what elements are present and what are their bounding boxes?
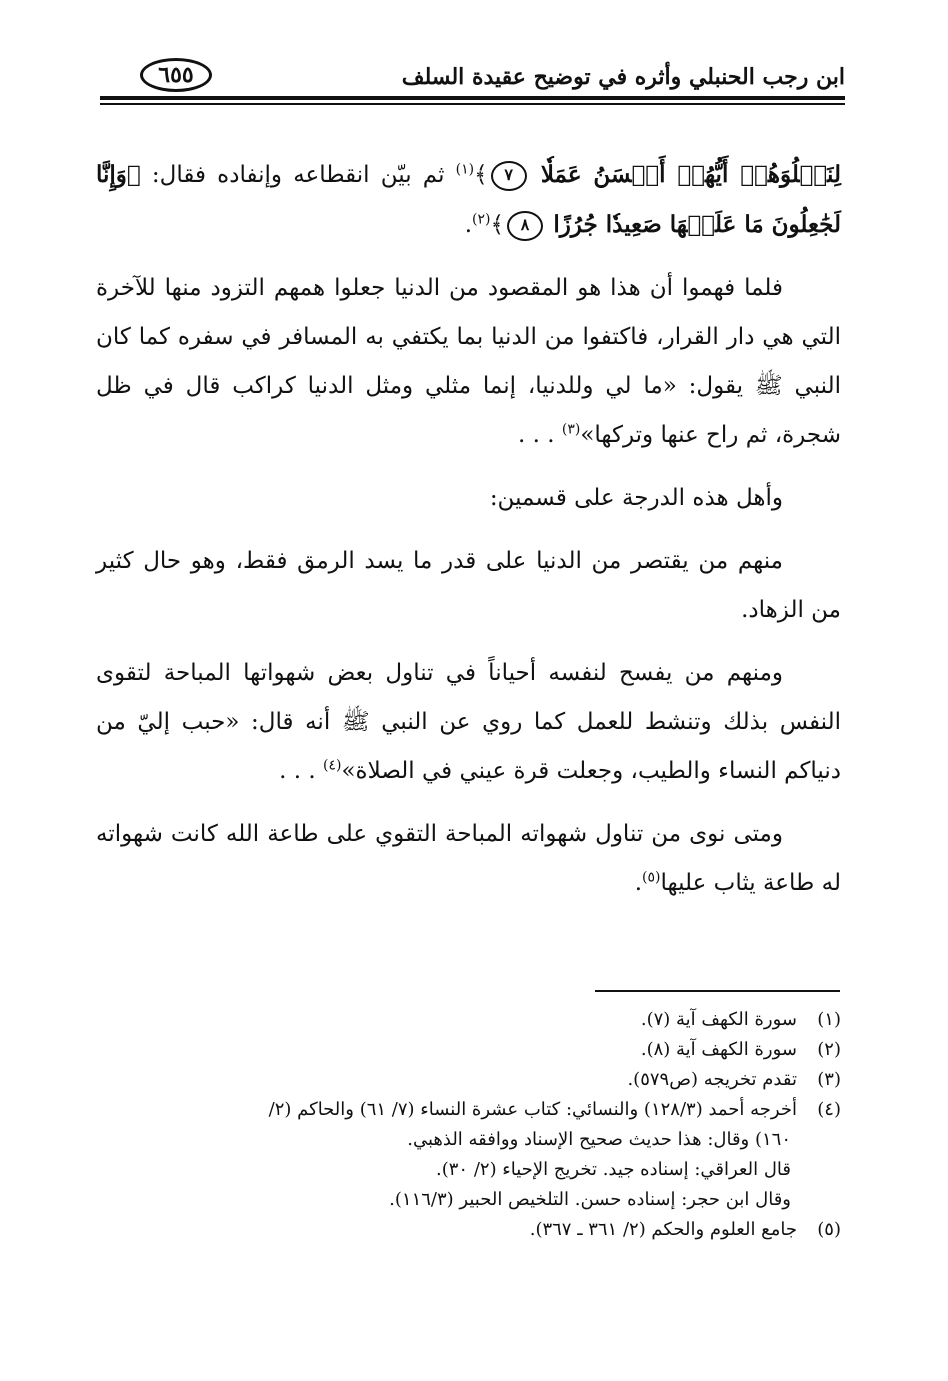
- footnote-number: (٤): [817, 1099, 841, 1120]
- paragraph-5-text: ومنهم من يفسح لنفسه أحياناً في تناول بعض شهواتها المباحة لتقوى النفس بذلك وتنشط للعمل كما روي عن النبي ﷺ أنه قال: «حبب إليّ من دنياكم النساء والطيب، وجعلت قرة عيني في الصلاة»: [96, 660, 841, 784]
- footnote-text: وقال ابن حجر: إسناده حسن. التلخيص الحبير (١١٦/٣).: [389, 1189, 791, 1210]
- running-title: ابن رجب الحنبلي وأثره في توضيح عقيدة السلف: [401, 64, 845, 90]
- footnote-number: (٢): [817, 1039, 841, 1060]
- footnote-4: [96, 1095, 841, 1215]
- footnote-ref-3: (٣): [561, 421, 581, 438]
- ellipsis: . . .: [517, 422, 555, 448]
- page-number: ٦٥٥: [140, 58, 212, 92]
- paragraph-5: [96, 649, 841, 796]
- quran-verse-b: ﴿وَإِنَّا لَجَٰعِلُونَ مَا عَلَيۡهَا صَعِيدٗا جُرُزًا: [96, 161, 841, 238]
- footnote-text: ١٦٠) وقال: هذا حديث صحيح الإسناد ووافقه الذهبي.: [407, 1129, 791, 1150]
- quran-verse-a: لِنَبۡلُوَهُمۡ أَيُّهُمۡ أَحۡسَنُ عَمَلٗا: [540, 161, 841, 188]
- footnote-text: سورة الكهف آية (٨).: [640, 1039, 797, 1060]
- paragraph-2-text: فلما فهموا أن هذا هو المقصود من الدنيا جعلوا همهم التزود منها للآخرة التي هي دار القرار، فاكتفوا من الدنيا بما يكتفي به المسافر في سفره كما كان النبي ﷺ يقول: «ما لي وللدنيا، إنما مثلي ومثل الدنيا كراكب قال في ظل شجرة، ثم راح عنها وتركها»: [96, 275, 841, 448]
- footnote-number: (٣): [817, 1069, 841, 1090]
- header-rule-thin: [100, 103, 845, 105]
- paragraph-3: [96, 474, 841, 523]
- paragraph-1-end: .: [464, 212, 473, 238]
- paragraph-4-text: منهم من يقتصر من الدنيا على قدر ما يسد الرمق فقط، وهو حال كثير من الزهاد.: [96, 548, 841, 623]
- header-rule-thick: [100, 96, 845, 100]
- footnote-2: [96, 1035, 841, 1065]
- paragraph-6-end: .: [634, 870, 642, 896]
- footnote-number: (٥): [817, 1219, 841, 1240]
- paragraph-4: [96, 537, 841, 635]
- ellipsis: . . .: [279, 758, 316, 784]
- footnote-text: سورة الكهف آية (٧).: [640, 1009, 797, 1030]
- footnote-text: قال العراقي: إسناده جيد. تخريج الإحياء (٢/ ٣٠).: [436, 1159, 791, 1180]
- paragraph-1-text: ثم بيّن انقطاعه وإنفاده فقال:: [151, 162, 445, 188]
- paragraph-6: [96, 810, 841, 908]
- footnote-separator: [595, 990, 840, 992]
- footnote-5: [96, 1215, 841, 1245]
- footnote-text: أخرجه أحمد (١٢٨/٣) والنسائي: كتاب عشرة النساء (٧/ ٦١) والحاكم (٢/: [268, 1099, 797, 1120]
- ayah-marker-8: ٨: [507, 211, 543, 241]
- footnote-ref-2: (٢): [472, 211, 491, 228]
- footnote-3: [96, 1065, 841, 1095]
- ayah-marker-7: ٧: [491, 161, 527, 191]
- main-text: [96, 150, 841, 922]
- footnotes: [96, 1005, 841, 1245]
- paragraph-6-text: ومتى نوى من تناول شهواته المباحة التقوي على طاعة الله كانت شهواته له طاعة يثاب عليها: [96, 821, 841, 896]
- footnote-text: تقدم تخريجه (ص٥٧٩).: [627, 1069, 797, 1090]
- footnote-ref-4: (٤): [323, 757, 342, 774]
- paragraph-1: لِنَبۡلُوَهُمۡ أَيُّهُمۡ أَحۡسَنُ عَمَلٗا ٧﴾$^{(١)}$ ثم بيّن انقطاعه وإنفاده فقال: ﴿وَإِنَّا لَجَٰعِلُونَ مَا عَلَيۡهَا صَعِيدٗا جُرُزًا ٨﴾$^{(٢)}$.: [96, 150, 841, 250]
- page-header: [100, 58, 845, 108]
- footnote-ref-5: (٥): [642, 869, 661, 886]
- footnote-ref-1: (١): [455, 161, 475, 178]
- footnote-1: [96, 1005, 841, 1035]
- paragraph-2: [96, 264, 841, 460]
- footnote-number: (١): [817, 1009, 841, 1030]
- paragraph-3-text: وأهل هذه الدرجة على قسمين:: [489, 485, 783, 511]
- footnote-text: جامع العلوم والحكم (٢/ ٣٦١ ـ ٣٦٧).: [529, 1219, 797, 1240]
